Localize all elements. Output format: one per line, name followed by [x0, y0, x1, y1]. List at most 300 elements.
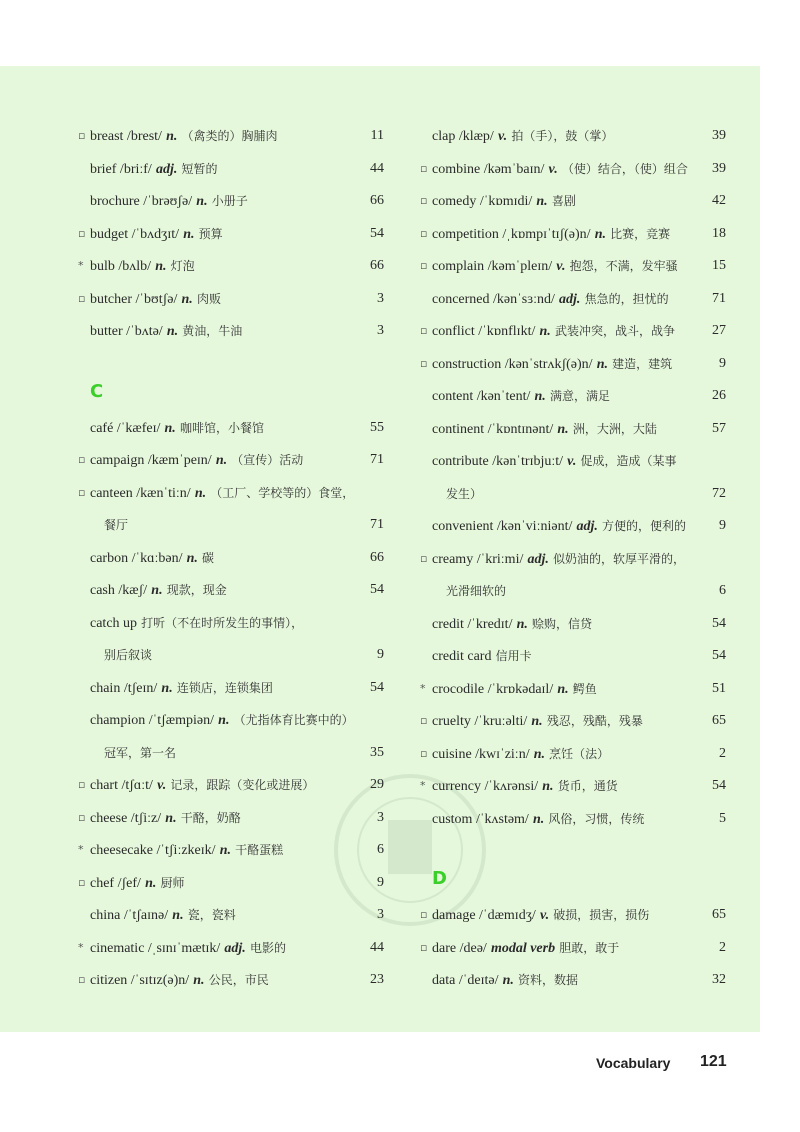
part-of-speech: v.	[556, 259, 566, 274]
vocabulary-entry	[420, 543, 726, 576]
asterisk-marker-icon: *	[420, 681, 426, 695]
part-of-speech: n.	[164, 420, 176, 436]
vocabulary-entry	[78, 834, 384, 867]
square-marker-icon: ▫	[78, 875, 86, 889]
part-of-speech: modal verb	[490, 940, 556, 956]
entry-page-number: 32	[712, 972, 726, 987]
entry-text	[90, 444, 303, 478]
entry-page-number: 54	[712, 615, 726, 631]
entry-text	[90, 932, 286, 966]
entry-text	[90, 672, 273, 706]
entry-page-number: 42	[712, 193, 726, 208]
entry-text	[432, 705, 643, 739]
vocabulary-entry	[78, 477, 384, 510]
headword-phonetic: brief /briːf/	[90, 161, 152, 177]
definition: 残忍，残酷，残暴	[546, 714, 643, 728]
square-marker-icon: ▫	[78, 485, 86, 499]
vocabulary-entry	[78, 185, 384, 218]
part-of-speech: n.	[596, 356, 608, 372]
vocabulary-entry	[420, 348, 726, 381]
entry-text	[432, 218, 670, 252]
part-of-speech: n.	[145, 875, 157, 891]
definition-continuation: 发生）	[446, 486, 483, 501]
square-marker-icon: ▫	[78, 291, 86, 305]
entry-page-number: 44	[370, 160, 384, 176]
entry-page-number: 3	[377, 323, 384, 338]
definition: 破损，损害，损伤	[553, 908, 650, 922]
vocabulary-entry	[78, 672, 384, 705]
part-of-speech: n.	[516, 616, 528, 632]
entry-text	[104, 639, 152, 673]
entry-text	[90, 607, 303, 641]
part-of-speech: n.	[215, 453, 228, 468]
entry-page-number: 66	[370, 549, 384, 565]
entry-page-number: 55	[370, 419, 384, 435]
entry-text	[90, 867, 185, 901]
entry-page-number: 65	[712, 907, 726, 922]
part-of-speech: n.	[557, 421, 569, 437]
definition: 信用卡	[495, 649, 532, 663]
vocabulary-entry	[420, 283, 726, 316]
entry-page-number: 27	[712, 323, 726, 338]
part-of-speech: adj.	[155, 161, 178, 177]
entry-page-number: 71	[712, 290, 726, 306]
definition: 记录，跟踪（变化或进展）	[170, 778, 315, 792]
square-marker-icon: ▫	[420, 356, 428, 370]
definition: 比赛，竞赛	[610, 226, 671, 241]
entry-text	[90, 964, 269, 998]
part-of-speech: n.	[151, 583, 163, 598]
definition-continuation: 餐厅	[104, 518, 129, 532]
entry-page-number: 3	[377, 907, 384, 922]
square-marker-icon: ▫	[420, 940, 428, 954]
part-of-speech: n.	[193, 973, 205, 988]
entry-text	[90, 153, 218, 187]
part-of-speech: n.	[165, 810, 177, 826]
vocabulary-entry	[78, 574, 384, 607]
definition: 赊购，信贷	[532, 616, 593, 631]
part-of-speech: n.	[534, 389, 546, 404]
part-of-speech: v.	[567, 454, 577, 469]
entry-text	[432, 185, 576, 219]
entry-text	[90, 315, 242, 349]
entry-page-number: 71	[370, 517, 384, 532]
square-marker-icon: ▫	[78, 810, 86, 824]
definition: 厨师	[160, 875, 185, 890]
headword-phonetic: convenient /kənˈviːniənt/	[432, 519, 573, 534]
definition: 拍（手），鼓（掌）	[511, 129, 614, 143]
headword-phonetic: combine /kəmˈbaɪn/	[432, 161, 545, 177]
part-of-speech: n.	[557, 681, 569, 697]
part-of-speech: adj.	[224, 940, 246, 956]
entry-page-number: 11	[370, 128, 384, 143]
part-of-speech: n.	[166, 324, 179, 339]
entry-text	[432, 413, 657, 447]
entry-text	[432, 348, 672, 382]
part-of-speech: v.	[157, 778, 167, 793]
part-of-speech: n.	[533, 746, 546, 762]
entry-page-number: 5	[719, 810, 726, 826]
headword-phonetic: cheesecake /ˈtʃiːzkeɪk/	[90, 843, 216, 858]
part-of-speech: n.	[183, 226, 195, 242]
part-of-speech: adj.	[559, 291, 581, 307]
definition: 满意，满足	[549, 389, 610, 403]
vocabulary-entry	[78, 315, 384, 348]
definition: 咖啡馆，小餐馆	[179, 420, 264, 435]
entry-text	[432, 283, 669, 317]
headword-phonetic: china /ˈtʃaɪnə/	[90, 908, 169, 923]
square-marker-icon: ▫	[78, 453, 86, 466]
entry-text	[432, 932, 619, 966]
vocabulary-entry	[420, 478, 726, 511]
headword-phonetic: champion /ˈtʃæmpiən/	[90, 713, 215, 728]
entry-text	[432, 315, 675, 349]
vocabulary-entry	[78, 769, 384, 802]
vocabulary-entry	[420, 964, 726, 997]
entry-page-number: 2	[719, 745, 726, 761]
entry-page-number: 9	[719, 518, 726, 533]
headword-phonetic: breast /brest/	[90, 129, 162, 144]
entry-text	[432, 673, 597, 707]
part-of-speech: n.	[172, 908, 184, 923]
headword-phonetic: continent /ˈkɒntɪnənt/	[432, 421, 554, 437]
entry-page-number: 9	[377, 874, 384, 890]
square-marker-icon: ▫	[420, 746, 428, 760]
asterisk-marker-icon: *	[78, 259, 84, 272]
part-of-speech: n.	[542, 779, 554, 794]
vocabulary-entry	[420, 185, 726, 218]
part-of-speech: n.	[155, 259, 167, 274]
definition: 预算	[198, 226, 223, 241]
entry-text	[432, 543, 685, 577]
entry-page-number: 71	[370, 452, 384, 467]
vocabulary-entry	[420, 608, 726, 641]
square-marker-icon: ▫	[420, 226, 428, 240]
definition: 干酪，奶酪	[180, 810, 241, 825]
vocabulary-entry	[420, 250, 726, 283]
entry-page-number: 23	[370, 972, 384, 987]
headword-phonetic: credit /ˈkredɪt/	[432, 616, 513, 632]
headword-phonetic: cinematic /ˌsɪnɪˈmætɪk/	[90, 940, 221, 956]
part-of-speech: n.	[536, 194, 548, 209]
entry-page-number: 35	[370, 744, 384, 760]
part-of-speech: n.	[181, 291, 193, 307]
entry-text	[90, 769, 314, 803]
headword-phonetic: conflict /ˈkɒnflɪkt/	[432, 324, 536, 339]
definition: 黄油，牛油	[182, 324, 243, 338]
part-of-speech: n.	[218, 713, 230, 728]
part-of-speech: n.	[219, 843, 231, 858]
entry-text	[432, 510, 686, 544]
vocabulary-entry	[78, 444, 384, 477]
headword-phonetic: campaign /kæmˈpeɪn/	[90, 453, 212, 468]
square-marker-icon: ▫	[420, 259, 428, 272]
vocabulary-entry	[420, 575, 726, 608]
headword-phonetic: cruelty /ˈkruːəlti/	[432, 714, 528, 729]
definition: 碳	[202, 550, 215, 565]
section-letter-heading: C	[90, 380, 104, 402]
vocabulary-entry	[420, 705, 726, 738]
square-marker-icon: ▫	[420, 908, 428, 921]
headword-phonetic: credit card	[432, 649, 492, 664]
part-of-speech: v.	[497, 129, 508, 144]
vocabulary-entry	[420, 803, 726, 836]
vocabulary-entry	[78, 964, 384, 997]
entry-page-number: 54	[370, 225, 384, 241]
entry-page-number: 54	[712, 778, 726, 793]
vocabulary-entry	[420, 413, 726, 446]
entry-text	[432, 608, 592, 642]
entry-page-number: 51	[712, 680, 726, 696]
vocabulary-entry	[420, 770, 726, 803]
definition: 干酪蛋糕	[235, 843, 284, 857]
headword-phonetic: competition /ˌkɒmpɪˈtɪʃ(ə)n/	[432, 226, 591, 242]
vocabulary-entry	[78, 737, 384, 770]
entry-text	[90, 574, 227, 608]
part-of-speech: v.	[548, 161, 558, 177]
headword-phonetic: creamy /ˈkriːmi/	[432, 551, 524, 567]
entry-page-number: 6	[719, 583, 726, 598]
vocabulary-entry	[78, 867, 384, 900]
headword-phonetic: dare /deə/	[432, 940, 487, 956]
headword-phonetic: bulb /bʌlb/	[90, 259, 152, 274]
entry-text	[432, 640, 532, 674]
definition: 打听（不在时所发生的事情），	[141, 615, 304, 630]
entry-text	[104, 509, 128, 543]
entry-page-number: 54	[370, 679, 384, 695]
square-marker-icon: ▫	[420, 194, 428, 207]
entry-text	[432, 770, 618, 804]
entry-page-number: 39	[712, 160, 726, 176]
entry-text	[432, 803, 644, 837]
definition: 电影的	[249, 940, 286, 955]
entry-text	[90, 283, 221, 317]
definition: 货币，通货	[557, 779, 618, 793]
definition: 风俗，习惯，传统	[548, 811, 645, 826]
part-of-speech: n.	[502, 973, 514, 988]
square-marker-icon: ▫	[420, 551, 428, 565]
vocabulary-entry	[420, 738, 726, 771]
entry-page-number: 9	[719, 355, 726, 371]
definition: 武装冲突，战斗，战争	[554, 324, 675, 338]
definition-continuation: 别后叙谈	[104, 648, 153, 662]
definition: 肉贩	[196, 291, 221, 306]
vocabulary-entry	[78, 802, 384, 835]
headword-phonetic: cash /kæʃ/	[90, 583, 148, 598]
entry-text	[432, 380, 610, 414]
entry-text	[90, 542, 214, 576]
vocabulary-entry	[420, 153, 726, 186]
headword-phonetic: clap /klæp/	[432, 129, 494, 144]
footer-page-number: 121	[700, 1053, 727, 1070]
headword-phonetic: contribute /kənˈtrɪbjuːt/	[432, 454, 564, 469]
entry-page-number: 29	[370, 777, 384, 792]
entry-text	[432, 964, 578, 998]
entry-text	[90, 120, 278, 154]
part-of-speech: n.	[166, 129, 178, 144]
definition-continuation: 光滑细软的	[446, 584, 507, 598]
asterisk-marker-icon: *	[78, 940, 84, 954]
vocabulary-entry	[420, 510, 726, 543]
part-of-speech: n.	[531, 714, 543, 729]
section-letter-heading: D	[432, 868, 447, 889]
headword-phonetic: carbon /ˈkɑːbən/	[90, 550, 183, 566]
part-of-speech: v.	[539, 908, 550, 923]
vocabulary-entry	[420, 445, 726, 478]
entry-text	[90, 218, 223, 252]
headword-phonetic: butter /ˈbʌtə/	[90, 324, 163, 339]
entry-page-number: 54	[712, 648, 726, 663]
vocabulary-entry	[78, 250, 384, 283]
definition: （工厂、学校等的）食堂，	[210, 485, 355, 500]
entry-text	[90, 477, 354, 511]
part-of-speech: adj.	[576, 519, 598, 534]
entry-page-number: 3	[377, 809, 384, 825]
asterisk-marker-icon: *	[78, 843, 84, 856]
definition: 资料，数据	[518, 973, 579, 987]
entry-text	[90, 704, 354, 738]
definition: 喜剧	[551, 194, 576, 208]
definition: 连锁店，连锁集团	[176, 680, 273, 695]
definition: 鳄鱼	[572, 681, 597, 696]
vocabulary-entry	[78, 932, 384, 965]
vocabulary-entry	[420, 315, 726, 348]
entry-page-number: 3	[377, 290, 384, 306]
headword-phonetic: café /ˈkæfeɪ/	[90, 420, 161, 436]
headword-phonetic: canteen /kænˈtiːn/	[90, 485, 191, 501]
vocabulary-entry	[78, 509, 384, 542]
entry-page-number: 26	[712, 388, 726, 403]
entry-text	[90, 802, 241, 836]
definition: 方便的，便利的	[602, 519, 687, 533]
headword-phonetic: chart /tʃɑːt/	[90, 778, 153, 793]
entry-page-number: 65	[712, 713, 726, 728]
headword-phonetic: crocodile /ˈkrɒkədaɪl/	[432, 681, 554, 697]
section-spacer	[420, 835, 726, 859]
part-of-speech: n.	[196, 194, 208, 209]
entry-text	[90, 250, 195, 284]
entry-page-number: 66	[370, 193, 384, 208]
entry-text	[432, 153, 688, 187]
entry-page-number: 44	[370, 939, 384, 955]
vocabulary-entry	[78, 120, 384, 153]
definition: 似奶油的，软厚平滑的，	[553, 551, 686, 566]
entry-page-number: 15	[712, 258, 726, 273]
headword-phonetic: content /kənˈtent/	[432, 389, 531, 404]
square-marker-icon: ▫	[420, 161, 428, 175]
headword-phonetic: construction /kənˈstrʌkʃ(ə)n/	[432, 356, 593, 372]
vocabulary-entry	[78, 412, 384, 445]
entry-text	[90, 412, 264, 446]
definition-continuation: 冠军，第一名	[104, 745, 177, 760]
vocabulary-entry	[78, 704, 384, 737]
asterisk-marker-icon: *	[420, 779, 426, 792]
vocabulary-entry	[78, 153, 384, 186]
entry-text	[446, 478, 482, 512]
entry-page-number: 2	[719, 939, 726, 955]
part-of-speech: n.	[594, 226, 606, 242]
square-marker-icon: ▫	[78, 778, 86, 791]
definition: 胆敢，敢于	[559, 940, 620, 955]
headword-phonetic: butcher /ˈbʊtʃə/	[90, 291, 178, 307]
part-of-speech: n.	[194, 485, 207, 501]
entry-text	[432, 899, 649, 933]
definition: 焦急的，担忧的	[584, 291, 669, 306]
entry-text	[446, 575, 506, 609]
vocabulary-entry	[420, 640, 726, 673]
headword-phonetic: cuisine /kwɪˈziːn/	[432, 746, 530, 762]
vocabulary-entry	[420, 120, 726, 153]
headword-phonetic: concerned /kənˈsɜːnd/	[432, 291, 555, 307]
vocabulary-entry	[420, 218, 726, 251]
vocabulary-entry	[420, 899, 726, 932]
square-marker-icon: ▫	[78, 129, 86, 142]
entry-page-number: 39	[712, 128, 726, 143]
part-of-speech: n.	[161, 680, 173, 696]
definition: 灯泡	[170, 259, 195, 273]
section-spacer	[78, 348, 384, 372]
definition: 抱怨，不满，发牢骚	[569, 259, 678, 273]
footer-section-label: Vocabulary	[596, 1055, 671, 1071]
headword-phonetic: catch up	[90, 615, 138, 631]
definition: 烹饪（法）	[549, 746, 610, 761]
entry-page-number: 9	[377, 647, 384, 662]
entry-page-number: 54	[370, 582, 384, 597]
headword-phonetic: damage /ˈdæmɪdʒ/	[432, 908, 536, 923]
definition: 公民，市民	[208, 973, 269, 987]
part-of-speech: n.	[186, 550, 198, 566]
vocabulary-entry	[78, 639, 384, 672]
vocabulary-entry	[420, 932, 726, 965]
entry-page-number: 72	[712, 485, 726, 501]
definition: 小册子	[211, 194, 248, 208]
entry-text	[90, 899, 236, 933]
part-of-speech: n.	[532, 811, 545, 827]
definition: 瓷，瓷料	[187, 908, 236, 922]
square-marker-icon: ▫	[78, 226, 86, 240]
entry-page-number: 6	[377, 842, 384, 857]
entry-page-number: 57	[712, 420, 726, 436]
square-marker-icon: ▫	[420, 714, 428, 727]
headword-phonetic: chef /ʃef/	[90, 875, 141, 891]
headword-phonetic: custom /ˈkʌstəm/	[432, 811, 529, 827]
entry-text	[432, 250, 678, 284]
vocabulary-entry	[78, 899, 384, 932]
headword-phonetic: cheese /tʃiːz/	[90, 810, 162, 826]
entry-text	[90, 185, 248, 219]
definition: （使）结合，（使）组合	[561, 161, 688, 176]
square-marker-icon: ▫	[420, 324, 428, 337]
headword-phonetic: citizen /ˈsɪtɪz(ə)n/	[90, 973, 190, 988]
vocabulary-entry	[78, 283, 384, 316]
definition: 促成，造成（某事	[580, 454, 677, 468]
part-of-speech: n.	[539, 324, 551, 339]
entry-text	[104, 737, 176, 771]
headword-phonetic: data /ˈdeɪtə/	[432, 973, 499, 988]
definition: 洲，大洲，大陆	[572, 421, 657, 436]
definition: （禽类的）胸脯肉	[181, 129, 278, 143]
entry-page-number: 66	[370, 258, 384, 273]
definition: 短暂的	[181, 161, 218, 176]
vocabulary-entry	[78, 607, 384, 640]
definition: 现款，现金	[166, 583, 227, 597]
headword-phonetic: brochure /ˈbrəʊʃə/	[90, 194, 193, 209]
headword-phonetic: currency /ˈkʌrənsi/	[432, 779, 539, 794]
square-marker-icon: ▫	[78, 973, 86, 986]
headword-phonetic: complain /kəmˈpleɪn/	[432, 259, 553, 274]
vocabulary-column-left	[78, 120, 384, 997]
entry-text	[432, 738, 609, 772]
